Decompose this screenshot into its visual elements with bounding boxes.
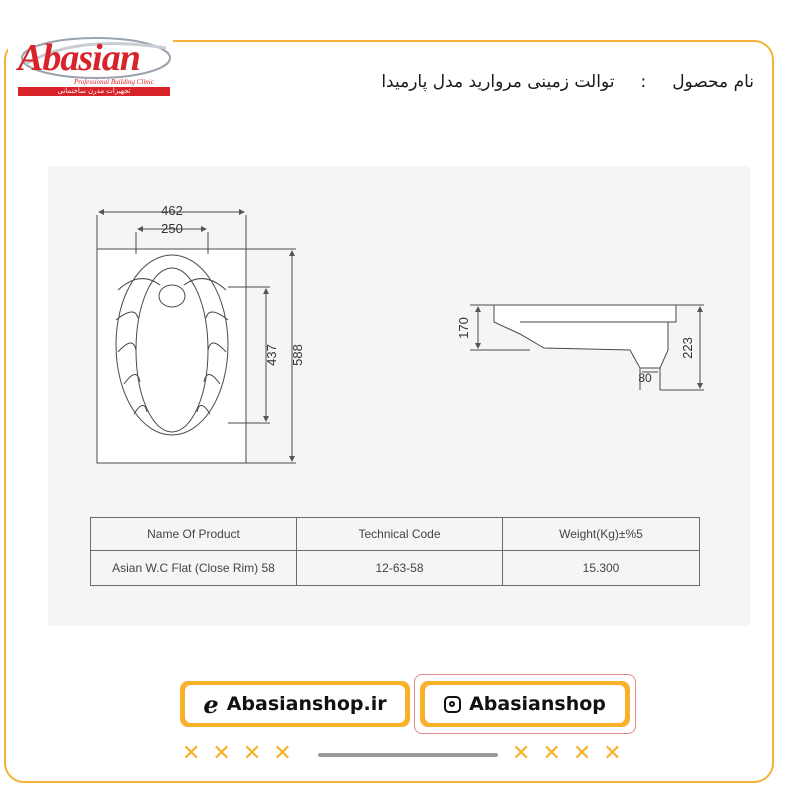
- header-product-name: Name Of Product: [91, 518, 297, 551]
- internet-explorer-icon: e: [203, 689, 219, 719]
- instagram-icon: [444, 696, 461, 713]
- spec-table: [90, 517, 700, 586]
- cell-product-name: Asian W.C Flat (Close Rim) 58: [91, 551, 297, 586]
- website-text: Abasianshop.ir: [226, 693, 387, 715]
- table-row: [91, 551, 700, 586]
- decor-marks-right: ✕✕✕✕: [512, 741, 634, 766]
- dim-437: 437: [264, 344, 279, 366]
- dim-80: 80: [638, 371, 652, 385]
- cell-technical-code: 12-63-58: [297, 551, 503, 586]
- header-weight: Weight(Kg)±%5: [503, 518, 700, 551]
- logo-persian-bar: تجهیزات مدرن ساختمانی: [18, 87, 170, 96]
- product-separator: :: [640, 72, 647, 92]
- logo-wordmark: Abasian: [18, 37, 140, 79]
- header-technical-code: Technical Code: [297, 518, 503, 551]
- top-view: [97, 212, 296, 463]
- dim-170: 170: [456, 317, 471, 339]
- dim-462: 462: [161, 203, 183, 218]
- dim-223: 223: [680, 337, 695, 359]
- instagram-text: Abasianshop: [469, 693, 606, 715]
- decor-divider: [318, 753, 498, 757]
- product-name: توالت زمینی مروارید مدل پارمیدا: [381, 72, 615, 92]
- cell-weight: 15.300: [503, 551, 700, 586]
- side-view: [470, 305, 704, 390]
- instagram-link[interactable]: [420, 681, 630, 727]
- website-link[interactable]: [180, 681, 410, 727]
- spec-table-header: [91, 518, 700, 551]
- dim-250: 250: [161, 221, 183, 236]
- logo-tagline: Professional Building Clinic: [74, 78, 154, 86]
- product-label: نام محصول: [672, 72, 754, 92]
- decor-marks-left: ✕✕✕✕: [182, 741, 304, 766]
- dim-588: 588: [290, 344, 305, 366]
